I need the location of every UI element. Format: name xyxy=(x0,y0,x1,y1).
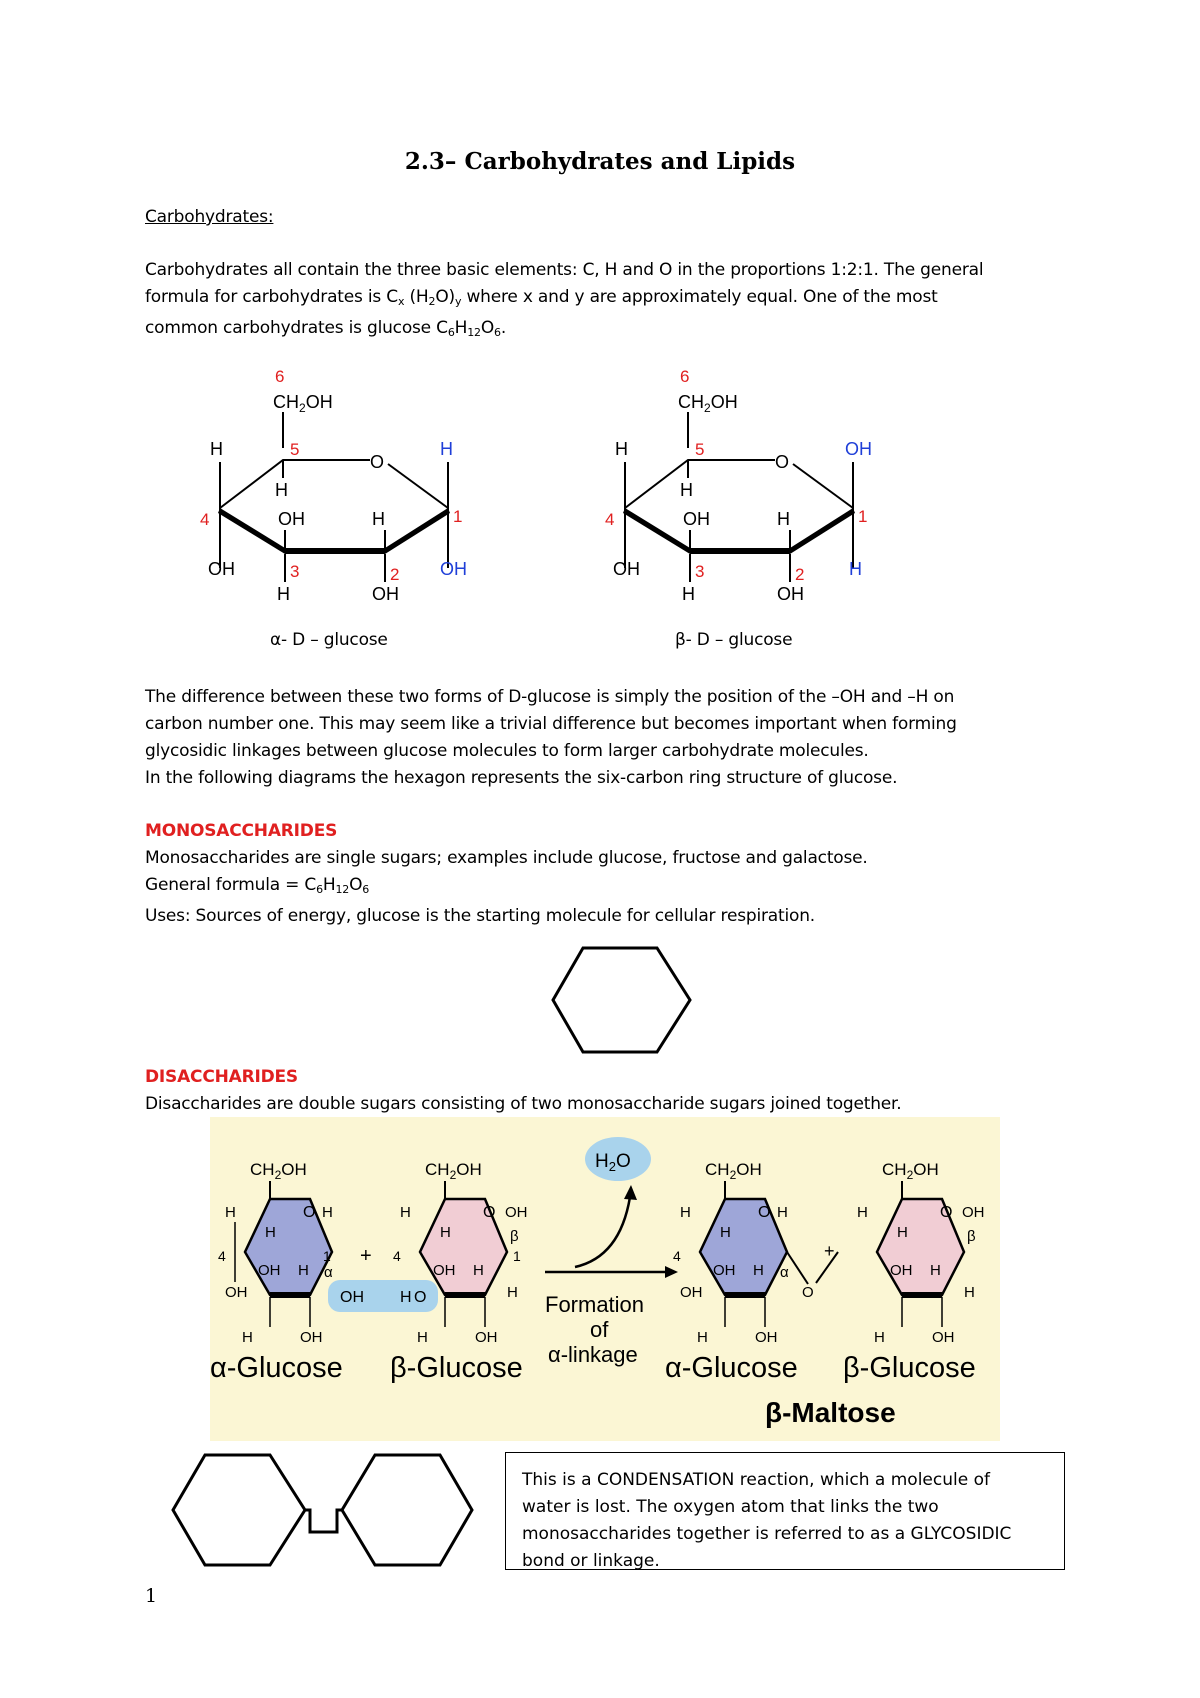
svg-text:CH2OH: $CH_2OH$ xyxy=(250,1160,307,1182)
svg-text:5: 5 xyxy=(290,440,300,459)
svg-text:OH: OH xyxy=(440,559,467,579)
svg-text:OH: OH xyxy=(962,1204,985,1221)
svg-text:6: 6 xyxy=(680,367,690,386)
svg-text:CH2OH: $CH_2OH$ xyxy=(425,1160,482,1182)
mono-line-2: General formula = $C_6H_{12}O_6$ xyxy=(145,875,370,896)
box-line-3: monosaccharides together is referred to as a GLYCOSIDIC xyxy=(522,1524,1012,1544)
box-line-1: This is a CONDENSATION reaction, which a molecule of xyxy=(522,1470,990,1490)
difference-line-4: In the following diagrams the hexagon represents the six-carbon ring structure of glucose. xyxy=(145,768,898,788)
svg-text:O: O xyxy=(370,452,385,472)
label-alpha-glucose-2: α-Glucose xyxy=(665,1352,798,1384)
label-beta-maltose: β-Maltose xyxy=(765,1397,896,1428)
svg-text:H: H xyxy=(440,1224,451,1241)
formation-label-2: of xyxy=(590,1317,609,1342)
label-alpha-glucose-1: α-Glucose xyxy=(210,1352,343,1384)
svg-text:H: H xyxy=(440,439,453,459)
svg-text:OH: OH xyxy=(208,559,235,579)
svg-text:H: H xyxy=(275,480,288,500)
svg-text:H: H xyxy=(400,1204,411,1221)
svg-text:OH: OH xyxy=(777,584,804,604)
alpha-glucose-structure xyxy=(200,367,467,604)
box-line-2: water is lost. The oxygen atom that links the two xyxy=(522,1497,939,1517)
carbohydrates-heading: Carbohydrates: xyxy=(145,207,274,227)
svg-text:OH: OH xyxy=(505,1204,528,1221)
beta-glucose-structure xyxy=(605,367,872,604)
svg-text:H: H xyxy=(507,1284,518,1301)
svg-text:H: H xyxy=(720,1224,731,1241)
svg-text:O: O xyxy=(940,1204,953,1221)
svg-text:H: H xyxy=(298,1262,309,1279)
label-beta-glucose-2: β-Glucose xyxy=(843,1352,976,1384)
svg-text:OH: OH xyxy=(890,1262,913,1279)
svg-text:+: + xyxy=(360,1245,372,1267)
intro-line-2: formula for carbohydrates is $C_x$ $(H_2O)_y$ where x and y are approximately equal. One of the most xyxy=(145,287,938,308)
svg-text:H: H xyxy=(265,1224,276,1241)
svg-text:H: H xyxy=(930,1262,941,1279)
disaccharides-section xyxy=(145,1064,901,1118)
svg-text:4: 4 xyxy=(200,510,210,529)
svg-text:1: 1 xyxy=(858,507,868,526)
svg-text:CH2OH: $CH_2OH$ xyxy=(273,392,333,415)
alpha-caption: α- D – glucose xyxy=(270,630,388,650)
svg-text:H: H xyxy=(753,1262,764,1279)
difference-line-2: carbon number one. This may seem like a trivial difference but becomes important when forming xyxy=(145,714,957,734)
formation-label-3: α-linkage xyxy=(548,1342,638,1367)
svg-text:H: H xyxy=(210,439,223,459)
svg-text:O: O xyxy=(414,1289,427,1306)
svg-text:CH2OH: $CH_2OH$ xyxy=(705,1160,762,1182)
svg-text:H: H xyxy=(777,509,790,529)
glucose-structures-figure xyxy=(0,360,1200,610)
svg-text:OH: OH xyxy=(680,1284,703,1301)
mono-line-3: Uses: Sources of energy, glucose is the starting molecule for cellular respiration. xyxy=(145,906,815,926)
intro-line-3: common carbohydrates is glucose $C_6H_{12}O_6$. xyxy=(145,318,507,339)
svg-text:OH: OH xyxy=(932,1329,955,1346)
svg-text:1: 1 xyxy=(323,1248,331,1264)
svg-text:α: α xyxy=(324,1264,333,1281)
svg-text:H: H xyxy=(417,1329,428,1346)
svg-text:O: O xyxy=(802,1284,814,1301)
svg-text:OH: OH xyxy=(713,1262,736,1279)
monosaccharide-hexagon xyxy=(550,945,695,1057)
maltose-formation-figure xyxy=(210,1117,1000,1441)
svg-text:1: 1 xyxy=(453,507,463,526)
svg-text:H: H xyxy=(473,1262,484,1279)
svg-text:OH: OH xyxy=(372,584,399,604)
svg-text:OH: OH xyxy=(340,1289,364,1306)
svg-text:3: 3 xyxy=(695,562,705,581)
svg-text:H: H xyxy=(242,1329,253,1346)
svg-text:OH: OH xyxy=(225,1284,248,1301)
svg-text:H: H xyxy=(680,480,693,500)
svg-text:CH2OH: $CH_2OH$ xyxy=(882,1160,939,1182)
beta-caption: β- D – glucose xyxy=(675,630,793,650)
svg-text:O: O xyxy=(483,1204,496,1221)
mono-line-1: Monosaccharides are single sugars; examples include glucose, fructose and galactose. xyxy=(145,848,868,868)
svg-text:OH: OH xyxy=(278,509,305,529)
svg-text:H: H xyxy=(680,1204,691,1221)
svg-text:H: H xyxy=(322,1204,333,1221)
carbon-6-label: 6 xyxy=(275,367,285,386)
formation-label-1: Formation xyxy=(545,1292,645,1317)
di-line-1: Disaccharides are double sugars consisting of two monosaccharide sugars joined together. xyxy=(145,1094,902,1114)
monosaccharides-section xyxy=(145,818,868,930)
svg-text:OH: OH xyxy=(755,1329,778,1346)
svg-text:4: 4 xyxy=(393,1248,401,1264)
svg-text:O: O xyxy=(775,452,790,472)
svg-text:3: 3 xyxy=(290,562,300,581)
svg-text:H: H xyxy=(277,584,290,604)
svg-text:H: H xyxy=(777,1204,788,1221)
svg-text:OH: OH xyxy=(845,439,872,459)
svg-text:OH: OH xyxy=(258,1262,281,1279)
svg-text:CH2OH: $CH_2OH$ xyxy=(678,392,738,415)
svg-text:OH: OH xyxy=(613,559,640,579)
svg-text:H: H xyxy=(849,559,862,579)
svg-text:OH: OH xyxy=(475,1329,498,1346)
svg-text:H2O: $H_2O$ xyxy=(595,1151,631,1174)
page-title: 2.3– Carbohydrates and Lipids xyxy=(404,148,796,175)
condensation-note-box xyxy=(505,1452,1065,1570)
svg-text:4: 4 xyxy=(218,1248,226,1264)
intro-paragraph xyxy=(145,257,983,346)
svg-text:1: 1 xyxy=(513,1248,521,1264)
svg-text:α: α xyxy=(780,1264,789,1281)
svg-text:H: H xyxy=(682,584,695,604)
svg-text:O: O xyxy=(758,1204,771,1221)
svg-text:OH: OH xyxy=(433,1262,456,1279)
difference-paragraph xyxy=(145,684,957,792)
svg-text:OH: OH xyxy=(300,1329,323,1346)
svg-text:5: 5 xyxy=(695,440,705,459)
difference-line-1: The difference between these two forms of D-glucose is simply the position of the –OH and –H on xyxy=(145,687,955,707)
svg-text:H: H xyxy=(697,1329,708,1346)
monosaccharides-heading: MONOSACCHARIDES xyxy=(145,821,338,841)
label-beta-glucose-1: β-Glucose xyxy=(390,1352,523,1384)
box-line-4: bond or linkage. xyxy=(522,1551,660,1571)
svg-text:2: 2 xyxy=(795,565,805,584)
svg-text:4: 4 xyxy=(605,510,615,529)
svg-text:+: + xyxy=(824,1241,835,1261)
svg-text:O: O xyxy=(303,1204,316,1221)
svg-text:β: β xyxy=(967,1228,976,1245)
svg-text:H: H xyxy=(372,509,385,529)
svg-text:H: H xyxy=(400,1289,412,1306)
svg-text:H: H xyxy=(897,1224,908,1241)
disaccharide-hexagons xyxy=(170,1452,480,1570)
page-number: 1 xyxy=(145,1585,158,1607)
svg-text:H: H xyxy=(857,1204,868,1221)
disaccharides-heading: DISACCHARIDES xyxy=(145,1067,298,1087)
svg-text:H: H xyxy=(615,439,628,459)
svg-text:H: H xyxy=(225,1204,236,1221)
svg-text:H: H xyxy=(964,1284,975,1301)
svg-text:2: 2 xyxy=(390,565,400,584)
svg-text:4: 4 xyxy=(673,1248,681,1264)
svg-text:β: β xyxy=(510,1228,519,1245)
intro-line-1: Carbohydrates all contain the three basic elements: C, H and O in the proportions 1:2:1. The general xyxy=(145,260,984,280)
svg-text:OH: OH xyxy=(683,509,710,529)
difference-line-3: glycosidic linkages between glucose molecules to form larger carbohydrate molecules. xyxy=(145,741,869,761)
svg-text:H: H xyxy=(874,1329,885,1346)
